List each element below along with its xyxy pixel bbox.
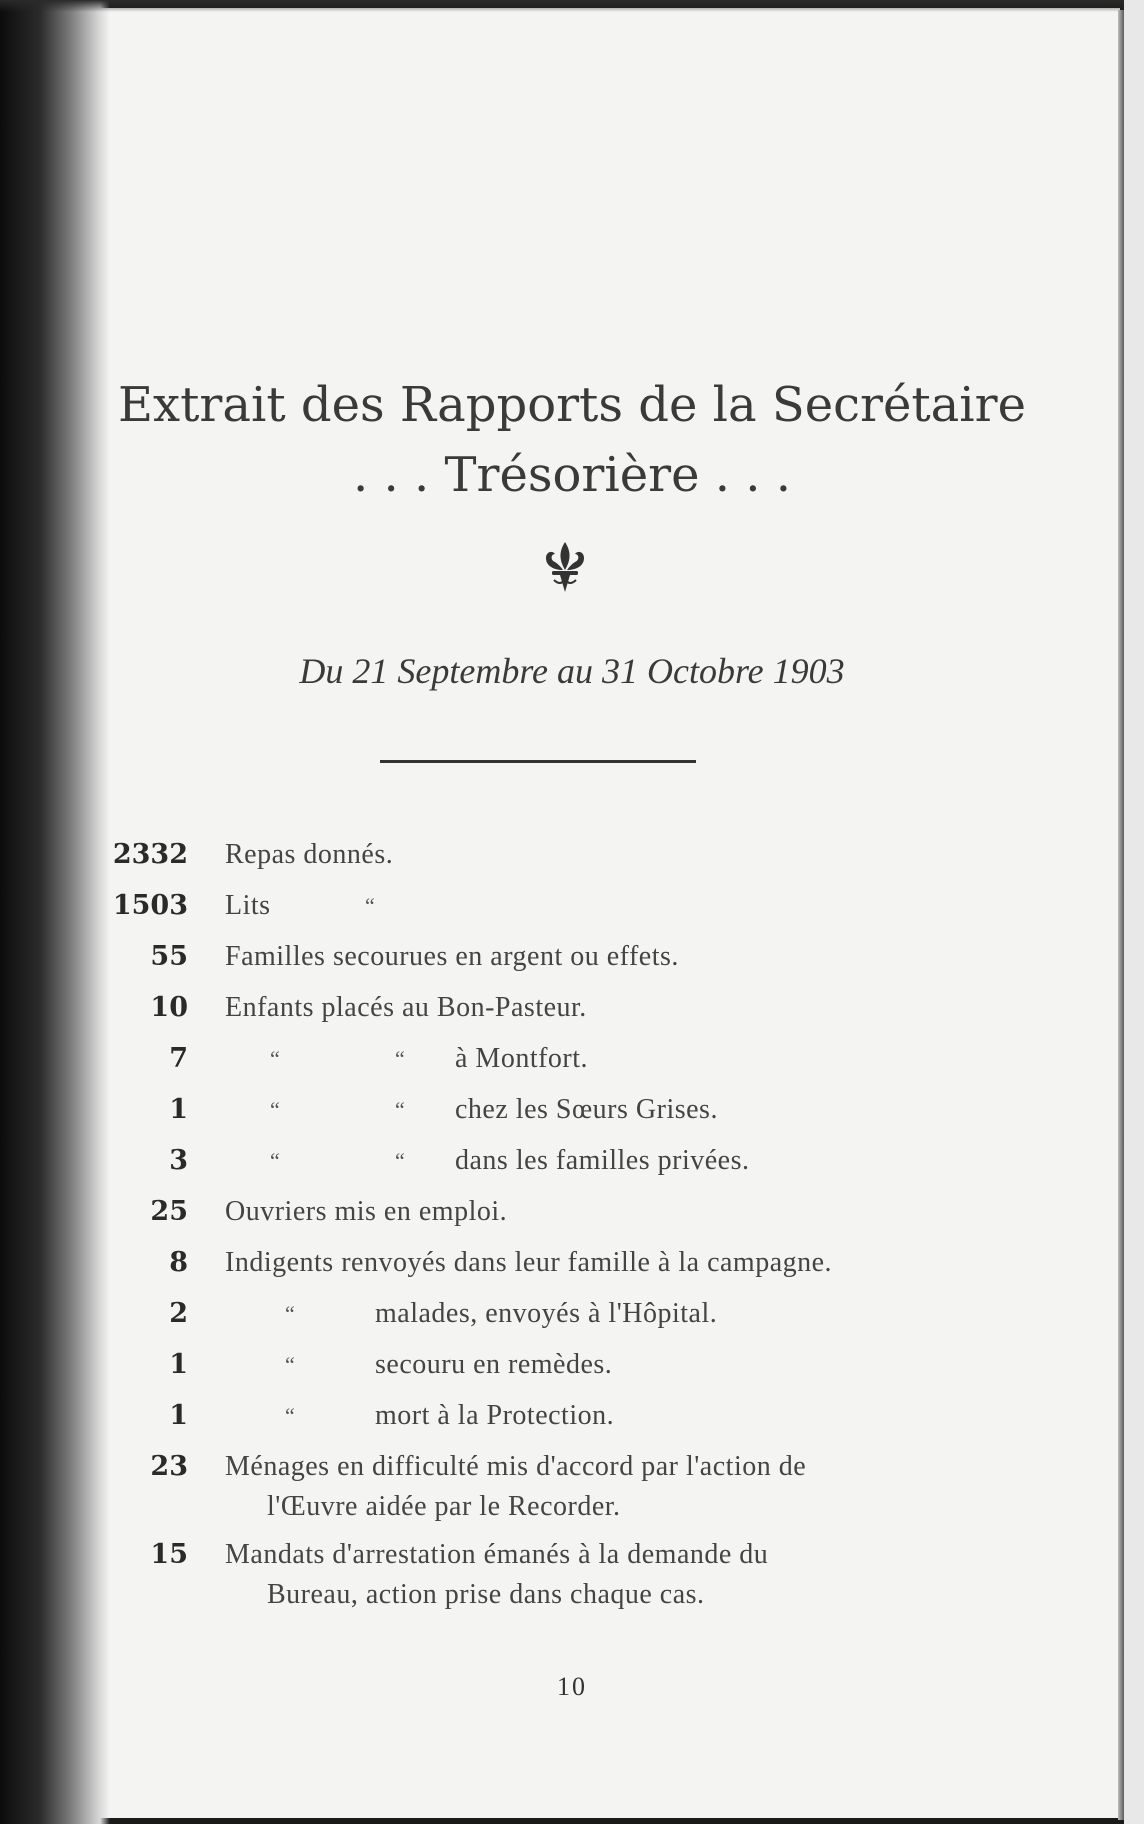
stat-text	[225, 1535, 1005, 1615]
stat-text: Familles secourues en argent ou effets.	[225, 941, 679, 972]
ditto-mark: “	[365, 893, 375, 918]
date-range: Du 21 Septembre au 31 Octobre 1903	[299, 651, 845, 691]
fleur-de-lis-icon	[540, 540, 590, 596]
ditto-mark: “	[270, 1097, 280, 1122]
stat-count: 2	[169, 1298, 188, 1329]
stat-text-line-2: Bureau, action prise dans chaque cas.	[267, 1579, 705, 1610]
stat-row	[80, 937, 1020, 988]
stat-count: 8	[169, 1247, 188, 1278]
stat-text: mort à la Protection.	[375, 1400, 615, 1431]
ditto-mark: “	[270, 1046, 280, 1071]
stat-text: malades, envoyés à l'Hôpital.	[375, 1298, 718, 1329]
stat-text: Repas donnés.	[225, 839, 394, 870]
stat-row	[80, 886, 1020, 937]
stat-count: 25	[150, 1196, 188, 1227]
stat-text: dans les familles privées.	[455, 1145, 750, 1176]
ditto-mark: “	[395, 1097, 405, 1122]
stat-text: à Montfort.	[455, 1043, 589, 1074]
stat-row	[80, 1535, 1020, 1623]
stat-row	[80, 1396, 1020, 1447]
ditto-mark: “	[395, 1148, 405, 1173]
stat-count: 1503	[112, 890, 188, 921]
stat-row	[80, 1039, 1020, 1090]
report-title	[0, 370, 1144, 510]
page-top-edge	[0, 0, 1144, 12]
page-number: 10	[557, 1672, 587, 1701]
stat-row	[80, 835, 1020, 886]
stat-count: 15	[150, 1539, 188, 1570]
ditto-mark: “	[285, 1403, 295, 1428]
ditto-mark: “	[270, 1148, 280, 1173]
stat-row	[80, 1243, 1020, 1294]
stat-count: 23	[150, 1451, 188, 1482]
stat-row	[80, 988, 1020, 1039]
stat-text: Enfants placés au Bon-Pasteur.	[225, 992, 587, 1023]
stat-text	[225, 1447, 1005, 1527]
stat-row	[80, 1090, 1020, 1141]
stat-text: Indigents renvoyés dans leur famille à la campagne.	[225, 1247, 833, 1278]
stat-count: 1	[169, 1349, 188, 1380]
ditto-mark: “	[285, 1301, 295, 1326]
stat-row	[80, 1141, 1020, 1192]
stat-text: chez les Sœurs Grises.	[455, 1094, 718, 1125]
stat-text: Ouvriers mis en emploi.	[225, 1196, 508, 1227]
stat-count: 3	[169, 1145, 188, 1176]
stat-count: 2332	[112, 839, 188, 870]
divider-rule	[380, 760, 696, 763]
stat-count: 7	[169, 1043, 188, 1074]
stat-row	[80, 1294, 1020, 1345]
stat-count: 55	[150, 941, 188, 972]
ditto-mark: “	[395, 1046, 405, 1071]
stat-text-line-1: Ménages en difficulté mis d'accord par l'action de	[225, 1451, 807, 1482]
stat-count: 10	[150, 992, 188, 1023]
stat-row	[80, 1192, 1020, 1243]
title-line-1: Extrait des Rapports de la Secrétaire	[118, 377, 1026, 433]
page-margin-strip	[1124, 0, 1144, 1824]
ditto-mark: “	[285, 1352, 295, 1377]
stat-row	[80, 1345, 1020, 1396]
stat-text-line-2: l'Œuvre aidée par le Recorder.	[267, 1491, 621, 1522]
stat-count: 1	[169, 1400, 188, 1431]
stat-text: Lits	[225, 890, 271, 921]
stat-text-line-1: Mandats d'arrestation émanés à la demande du	[225, 1539, 769, 1570]
stat-text: secouru en remèdes.	[375, 1349, 613, 1380]
statistics-list	[80, 835, 1020, 1623]
stat-count: 1	[169, 1094, 188, 1125]
stat-row	[80, 1447, 1020, 1535]
title-line-2: . . . Trésorière . . .	[352, 447, 792, 503]
